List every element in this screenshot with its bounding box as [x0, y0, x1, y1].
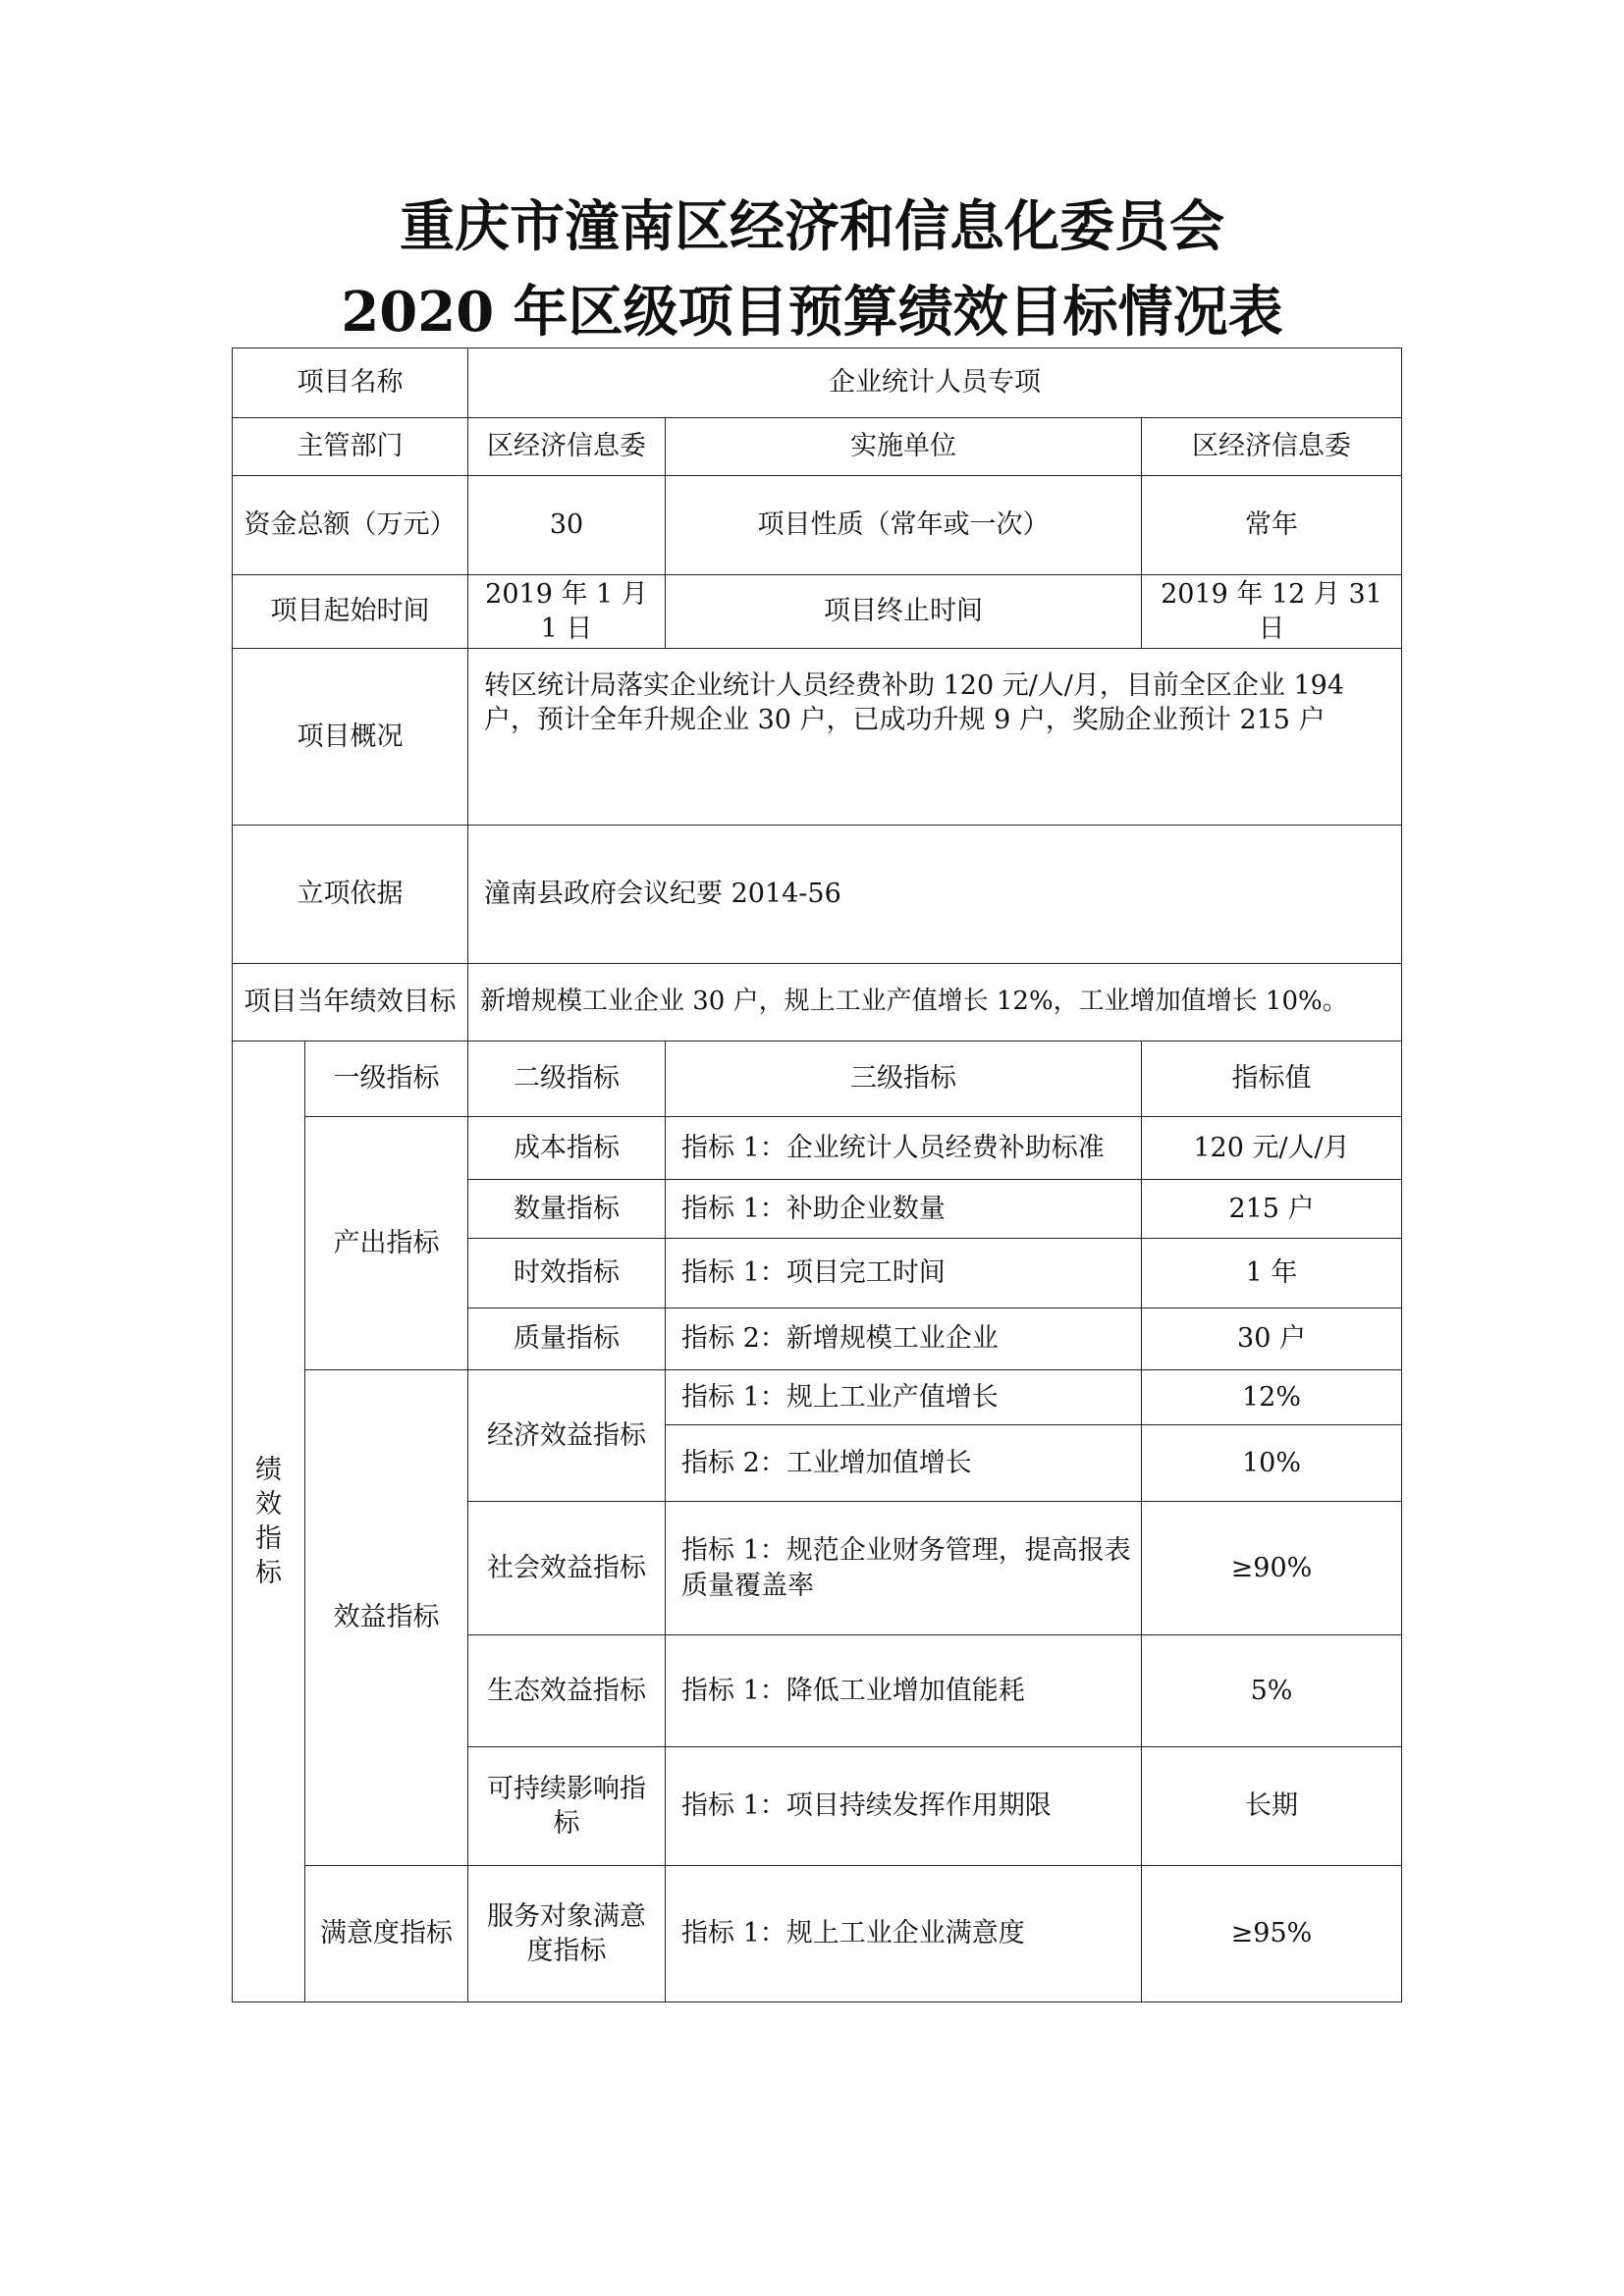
nature-value: 常年 [1142, 476, 1402, 575]
indicators-header-row [233, 1041, 1402, 1117]
l2-cell: 社会效益指标 [468, 1502, 666, 1635]
l3-cell: 指标 1：补助企业数量 [666, 1180, 1142, 1239]
l3-cell: 指标 1：降低工业增加值能耗 [666, 1635, 1142, 1747]
row-funds [233, 476, 1402, 575]
overview-value: 转区统计局落实企业统计人员经费补助 120 元/人/月，目前全区企业 194 户，预计全年升规企业 30 户，已成功升规 9 户，奖励企业预计 215 户 [468, 649, 1402, 826]
value-cell: 1 年 [1142, 1239, 1402, 1308]
l3-cell: 指标 1：项目完工时间 [666, 1239, 1142, 1308]
nature-label: 项目性质（常年或一次） [666, 476, 1142, 575]
benefit-indicator-label: 效益指标 [305, 1370, 468, 1866]
row-project-name [233, 348, 1402, 418]
table-row [233, 1370, 1402, 1425]
indicators-section-cell [233, 1041, 305, 2002]
output-indicator-label: 产出指标 [305, 1117, 468, 1370]
start-label: 项目起始时间 [233, 575, 468, 649]
l3-cell: 指标 1：企业统计人员经费补助标准 [666, 1117, 1142, 1180]
l3-cell: 指标 2：新增规模工业企业 [666, 1308, 1142, 1370]
table-row [233, 1117, 1402, 1180]
end-label: 项目终止时间 [666, 575, 1142, 649]
header-l2: 二级指标 [468, 1041, 666, 1117]
dept-value: 区经济信息委 [468, 418, 666, 476]
l2-cell: 数量指标 [468, 1180, 666, 1239]
header-value: 指标值 [1142, 1041, 1402, 1117]
value-cell: 10% [1142, 1425, 1402, 1502]
document-title-line1: 重庆市潼南区经济和信息化委员会 [400, 194, 1224, 259]
l2-cell: 生态效益指标 [468, 1635, 666, 1747]
l2-cell: 质量指标 [468, 1308, 666, 1370]
project-name-label: 项目名称 [233, 348, 468, 418]
overview-label: 项目概况 [233, 649, 468, 826]
header-l1: 一级指标 [305, 1041, 468, 1117]
l2-cell: 可持续影响指标 [468, 1747, 666, 1866]
header-l3: 三级指标 [666, 1041, 1142, 1117]
impl-value: 区经济信息委 [1142, 418, 1402, 476]
document-title-line2: 2020 年区级项目预算绩效目标情况表 [341, 280, 1283, 345]
row-period [233, 575, 1402, 649]
value-cell: 30 户 [1142, 1308, 1402, 1370]
l2-cell: 经济效益指标 [468, 1370, 666, 1502]
impl-label: 实施单位 [666, 418, 1142, 476]
basis-label: 立项依据 [233, 826, 468, 964]
l3-cell: 指标 1：规上工业产值增长 [666, 1370, 1142, 1425]
value-cell: ≥90% [1142, 1502, 1402, 1635]
value-cell: 12% [1142, 1370, 1402, 1425]
goal-value: 新增规模工业企业 30 户，规上工业产值增长 12%，工业增加值增长 10%。 [468, 964, 1402, 1041]
dept-label: 主管部门 [233, 418, 468, 476]
value-cell: 5% [1142, 1635, 1402, 1747]
value-cell: 长期 [1142, 1747, 1402, 1866]
project-name-value: 企业统计人员专项 [468, 348, 1402, 418]
row-overview [233, 649, 1402, 826]
row-goal [233, 964, 1402, 1041]
indicators-section-label: 绩效指标 [255, 1454, 282, 1589]
end-value: 2019 年 12 月 31 日 [1142, 575, 1402, 649]
satisfaction-indicator-label: 满意度指标 [305, 1866, 468, 2002]
l3-cell: 指标 1：规范企业财务管理，提高报表质量覆盖率 [666, 1502, 1142, 1635]
row-dept [233, 418, 1402, 476]
performance-table [232, 347, 1402, 2002]
funds-label: 资金总额（万元） [233, 476, 468, 575]
goal-label: 项目当年绩效目标 [233, 964, 468, 1041]
l2-cell: 成本指标 [468, 1117, 666, 1180]
l2-cell: 时效指标 [468, 1239, 666, 1308]
l2-cell: 服务对象满意度指标 [468, 1866, 666, 2002]
l3-cell: 指标 2：工业增加值增长 [666, 1425, 1142, 1502]
start-value: 2019 年 1 月 1 日 [468, 575, 666, 649]
value-cell: 215 户 [1142, 1180, 1402, 1239]
funds-value: 30 [468, 476, 666, 575]
l3-cell: 指标 1：规上工业企业满意度 [666, 1866, 1142, 2002]
value-cell: ≥95% [1142, 1866, 1402, 2002]
table-row [233, 1866, 1402, 2002]
value-cell: 120 元/人/月 [1142, 1117, 1402, 1180]
row-basis [233, 826, 1402, 964]
l3-cell: 指标 1：项目持续发挥作用期限 [666, 1747, 1142, 1866]
basis-value: 潼南县政府会议纪要 2014-56 [468, 826, 1402, 964]
